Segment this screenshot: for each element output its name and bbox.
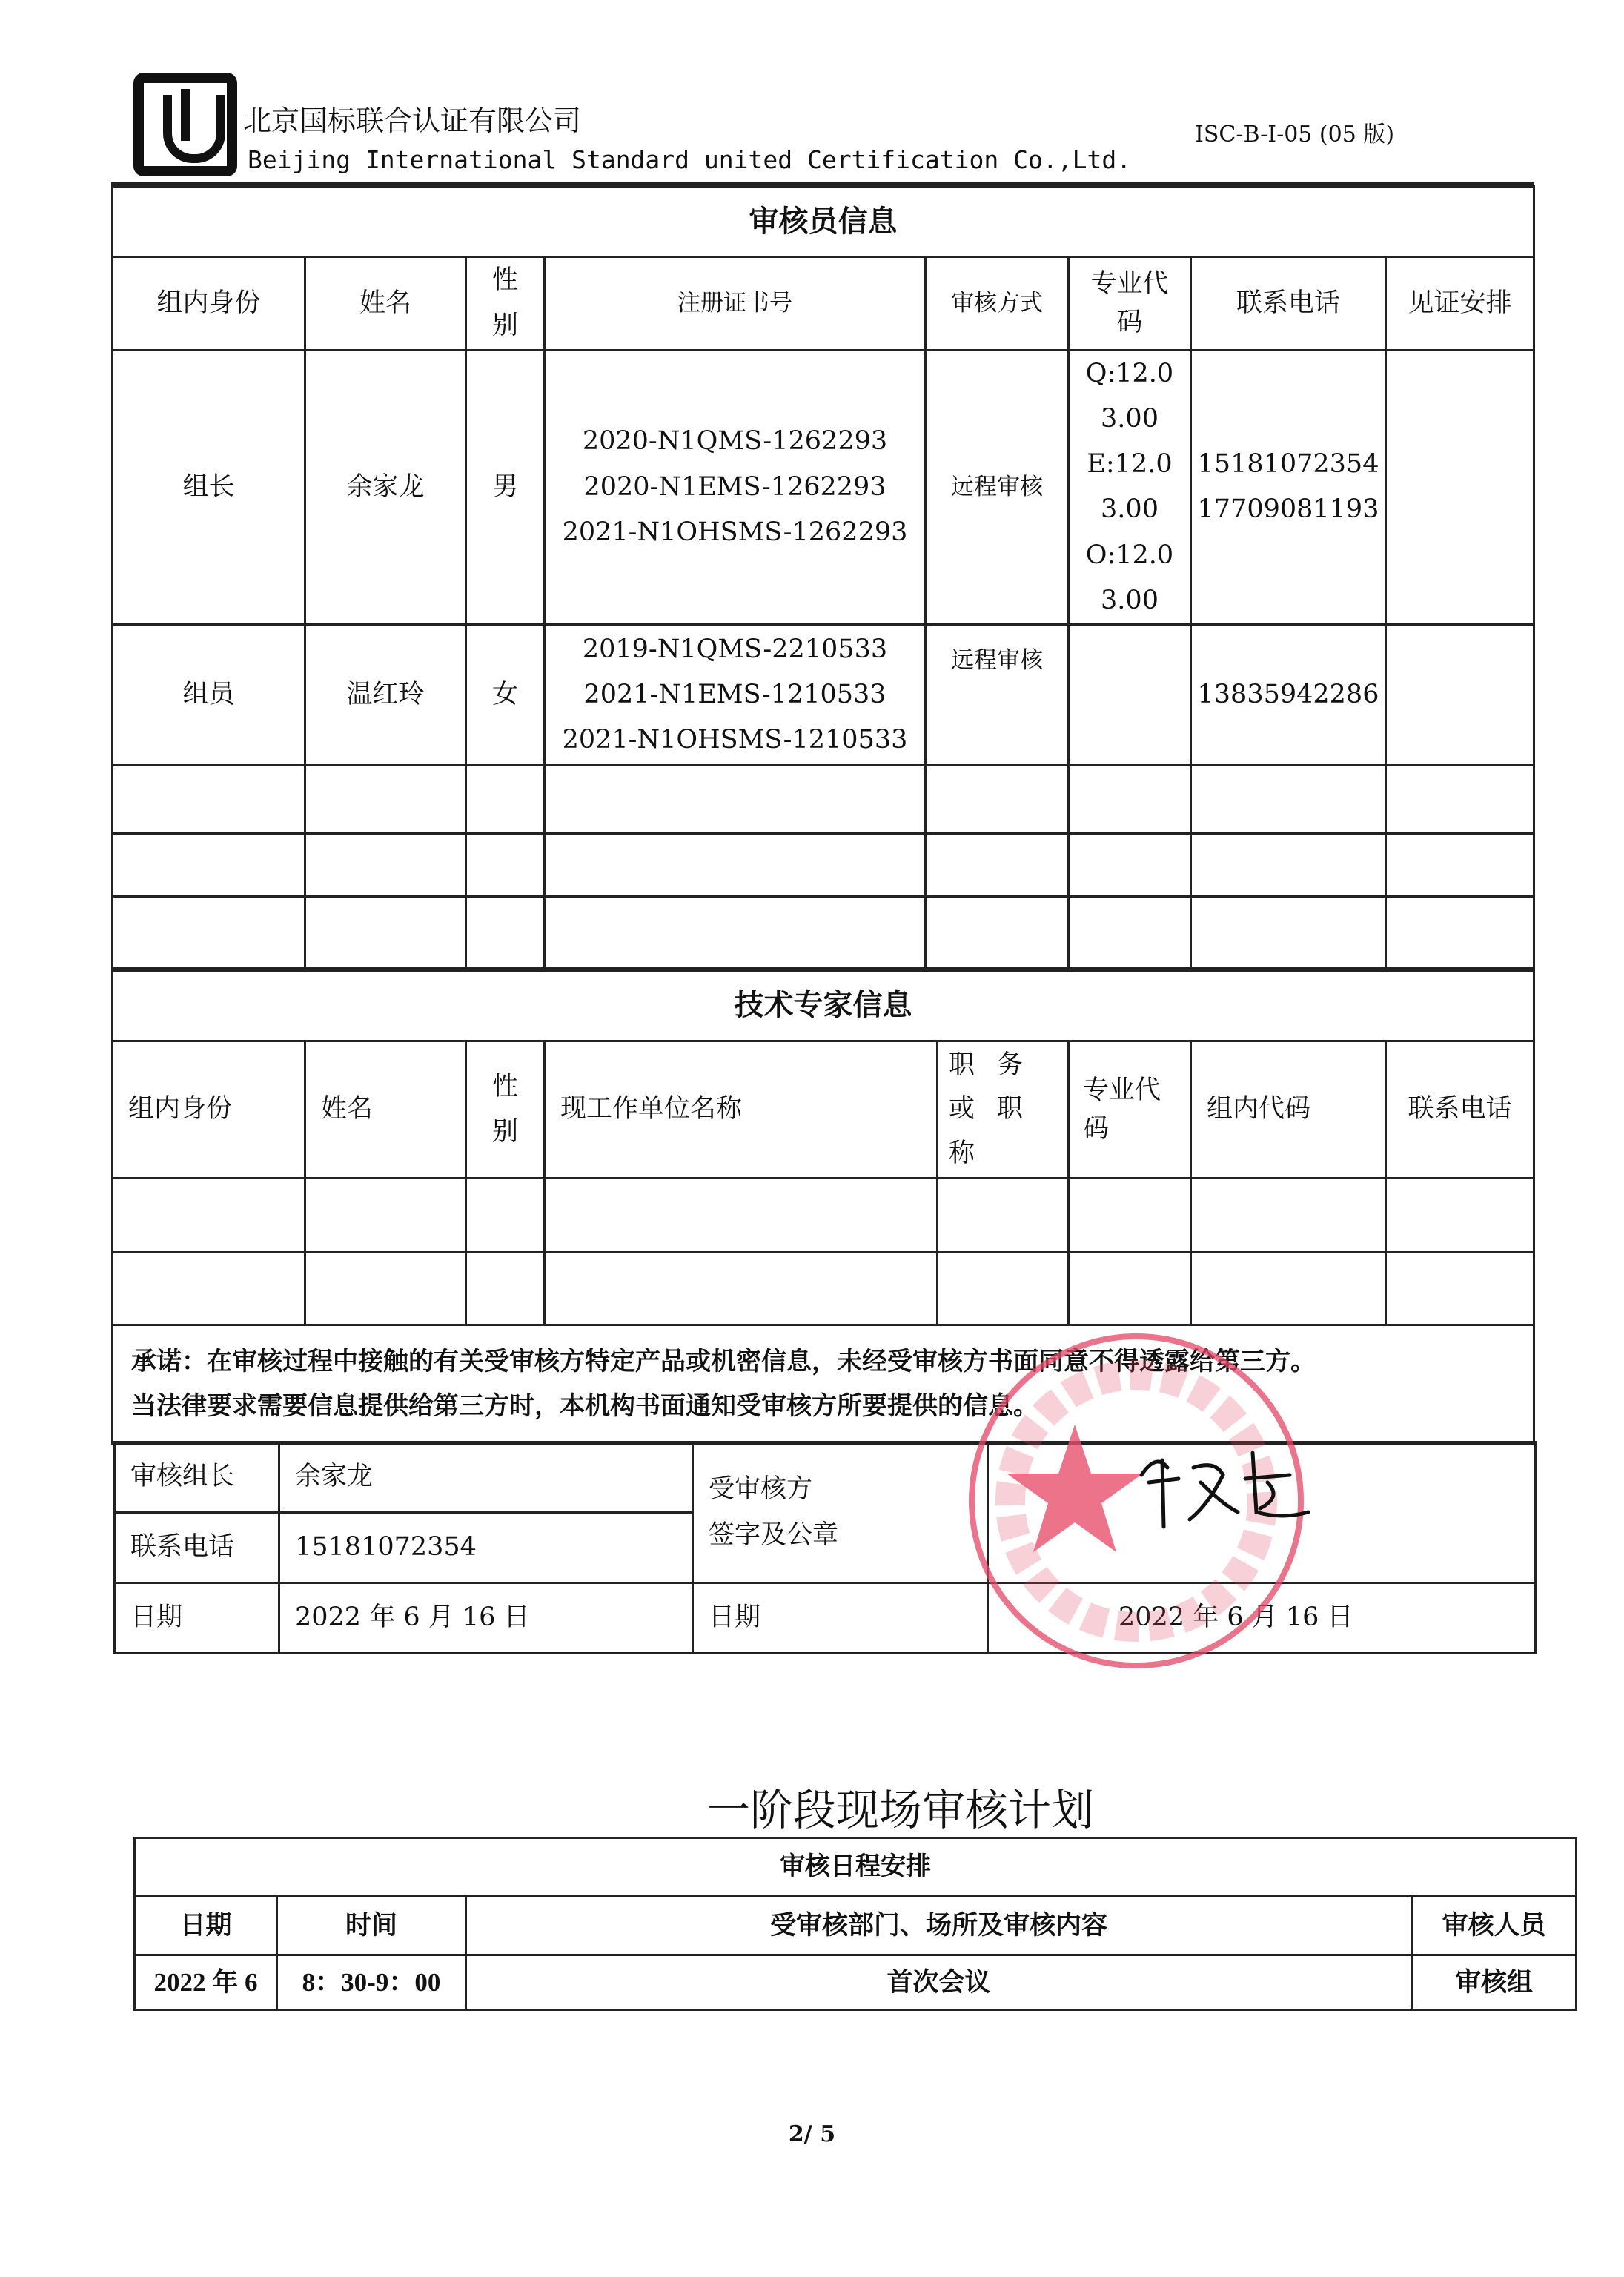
certs [545,350,926,625]
col-header: 联系电话 [1191,257,1386,351]
gender: 男 [466,350,545,625]
company-name-cn: 北京国标联合认证有限公司 [243,105,582,137]
label: 受审核方 [709,1474,813,1505]
code: O:12.0 [1085,540,1174,570]
label: 签字及公章 [709,1519,839,1550]
col-header: 审核人员 [1412,1896,1577,1955]
date-label: 日期 [115,1583,279,1654]
col-header: 见证安排 [1386,257,1534,351]
empty-row [113,897,1534,971]
col-header: 组内代码 [1191,1041,1386,1179]
page-number: 2/ 5 [788,2121,836,2147]
col-header: 姓名 [305,257,466,351]
form-code: ISC-B-I-05 (05 版) [1195,122,1395,148]
col-header: 专业代码 [1069,257,1191,351]
phone: 17709081193 [1197,494,1379,525]
empty-row [113,1253,1534,1325]
plan-title: 一阶段现场审核计划 [706,1785,1094,1835]
leader-name: 余家龙 [279,1442,693,1513]
cert: 2020-N1EMS-1262293 [583,471,886,502]
col-header: 组内身份 [113,257,305,351]
col-header: 性别 [466,257,545,351]
date: 2022 年 6 [135,1955,277,2010]
time: 8：30-9：00 [277,1955,466,2010]
col-header: 组内身份 [113,1041,305,1179]
gender: 女 [466,625,545,766]
auditor-table [111,185,1535,972]
role: 组长 [113,350,305,625]
cert: 2021-N1OHSMS-1262293 [562,517,908,547]
auditor: 审核组 [1412,1955,1577,2010]
phone-label: 联系电话 [115,1513,279,1583]
promise-line: 承诺：在审核过程中接触的有关受审核方特定产品或机密信息，未经受审核方书面同意不得透露给第三方。 [131,1347,1316,1376]
table-row [113,350,1534,625]
empty-row [113,834,1534,897]
col-header: 姓名 [305,1041,466,1179]
codes [1069,625,1191,766]
leader-label: 审核组长 [115,1442,279,1513]
name: 余家龙 [305,350,466,625]
col-header: 专业代码 [1069,1041,1191,1179]
table-row [113,625,1534,766]
code: 3.00 [1101,585,1159,615]
cert: 2021-N1OHSMS-1210533 [562,725,908,755]
phone: 15181072354 [1197,449,1379,479]
col-header: 日期 [135,1896,277,1955]
col-header: 审核方式 [926,257,1069,351]
empty-row [113,1179,1534,1253]
cert: 2020-N1QMS-1262293 [582,426,888,457]
auditee-date-label: 日期 [693,1583,988,1654]
certs [545,625,926,766]
auditee-sign-label [693,1442,988,1583]
method: 远程审核 [926,350,1069,625]
leader-date: 2022 年 6 月 16 日 [279,1583,693,1654]
phone: 13835942286 [1191,625,1386,766]
content: 首次会议 [466,1955,1412,2010]
promise-line: 当法律要求需要信息提供给第三方时，本机构书面通知受审核方所要提供的信息。 [131,1391,1038,1421]
col-header: 联系电话 [1386,1041,1534,1179]
col-header: 注册证书号 [545,257,926,351]
leader-phone: 15181072354 [279,1513,693,1583]
phones [1191,350,1386,625]
cert: 2019-N1QMS-2210533 [582,634,888,664]
cert: 2021-N1EMS-1210533 [583,679,886,709]
codes [1069,350,1191,625]
table-row [135,1955,1577,2010]
expert-section-title: 技术专家信息 [113,969,1534,1041]
company-logo [133,73,237,176]
auditee-date: 2022 年 6 月 16 日 [988,1583,1536,1654]
auditee-signature-cell [988,1442,1536,1583]
expert-table [111,967,1535,1445]
empty-row [113,766,1534,834]
col-header: 职务或职称 [938,1041,1069,1179]
company-name-en: Beijing International Standard united Certification Co.,Ltd. [248,145,1132,174]
code: E:12.0 [1087,449,1173,479]
auditor-section-title: 审核员信息 [113,187,1534,257]
schedule-title: 审核日程安排 [135,1838,1577,1896]
name: 温红玲 [305,625,466,766]
code: Q:12.0 [1085,358,1174,388]
signature-table [113,1441,1537,1654]
col-header: 时间 [277,1896,466,1955]
code: 3.00 [1101,494,1159,525]
method: 远程审核 [926,625,1069,766]
col-header: 受审核部门、场所及审核内容 [466,1896,1412,1955]
code: 3.00 [1101,403,1159,434]
col-header: 性别 [466,1041,545,1179]
confidentiality-promise [113,1325,1534,1444]
schedule-table [133,1837,1577,2011]
witness [1386,625,1534,766]
witness [1386,350,1534,625]
role: 组员 [113,625,305,766]
col-header: 现工作单位名称 [545,1041,938,1179]
